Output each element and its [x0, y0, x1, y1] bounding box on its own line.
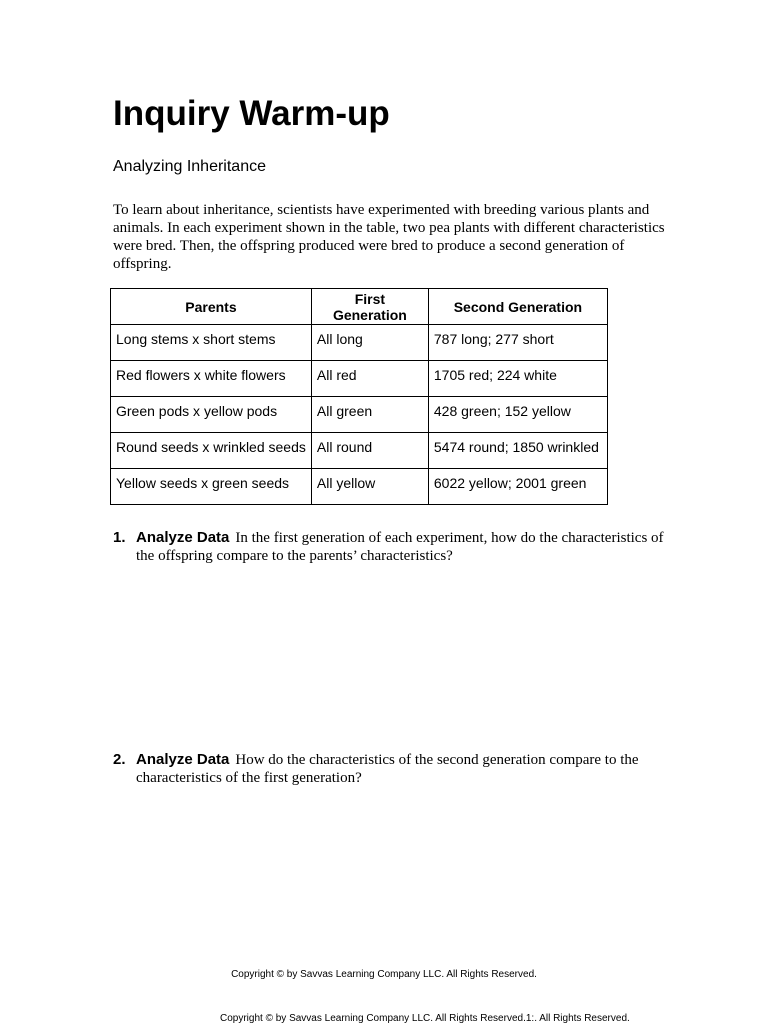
table-row [111, 433, 608, 469]
question-number: 1. [113, 529, 126, 546]
table-row [111, 397, 608, 433]
cell-parents: Yellow seeds x green seeds [111, 469, 312, 505]
inheritance-table [110, 288, 608, 505]
cell-second-generation: 428 green; 152 yellow [428, 397, 607, 433]
question-label: Analyze Data [136, 751, 230, 768]
question-2 [113, 751, 665, 787]
table-row [111, 361, 608, 397]
cell-first-generation: All round [311, 433, 428, 469]
question-number: 2. [113, 751, 126, 768]
cell-second-generation: 6022 yellow; 2001 green [428, 469, 607, 505]
page-title: Inquiry Warm-up [113, 94, 390, 133]
question-text: In the first generation of each experiment, how do the characteristics of the offspring compare to the parents’ characteristics? [136, 530, 664, 564]
table-row [111, 325, 608, 361]
copyright-footer-overlap: Copyright © by Savvas Learning Company LLC. All Rights Reserved.1:. All Rights Reserved. [220, 1013, 630, 1024]
cell-first-generation: All green [311, 397, 428, 433]
cell-second-generation: 5474 round; 1850 wrinkled [428, 433, 607, 469]
header-first-generation: First Generation [311, 289, 428, 325]
question-1 [113, 529, 665, 565]
cell-first-generation: All long [311, 325, 428, 361]
header-second-generation: Second Generation [428, 289, 607, 325]
intro-paragraph: To learn about inheritance, scientists have experimented with breeding various plants and animals. In each experiment shown in the table, two pea plants with different characteristics were bred. Then, the offspring produced were bred to produce a second generation of offspring. [113, 202, 665, 272]
cell-second-generation: 787 long; 277 short [428, 325, 607, 361]
cell-parents: Long stems x short stems [111, 325, 312, 361]
table-row [111, 469, 608, 505]
header-parents: Parents [111, 289, 312, 325]
question-text: How do the characteristics of the second generation compare to the characteristics of the first generation? [136, 752, 639, 786]
copyright-footer: Copyright © by Savvas Learning Company LLC. All Rights Reserved. [231, 969, 537, 980]
page-subtitle: Analyzing Inheritance [113, 158, 266, 175]
cell-parents: Green pods x yellow pods [111, 397, 312, 433]
table-header-row [111, 289, 608, 325]
cell-first-generation: All red [311, 361, 428, 397]
cell-first-generation: All yellow [311, 469, 428, 505]
cell-parents: Round seeds x wrinkled seeds [111, 433, 312, 469]
question-label: Analyze Data [136, 529, 230, 546]
cell-second-generation: 1705 red; 224 white [428, 361, 607, 397]
cell-parents: Red flowers x white flowers [111, 361, 312, 397]
